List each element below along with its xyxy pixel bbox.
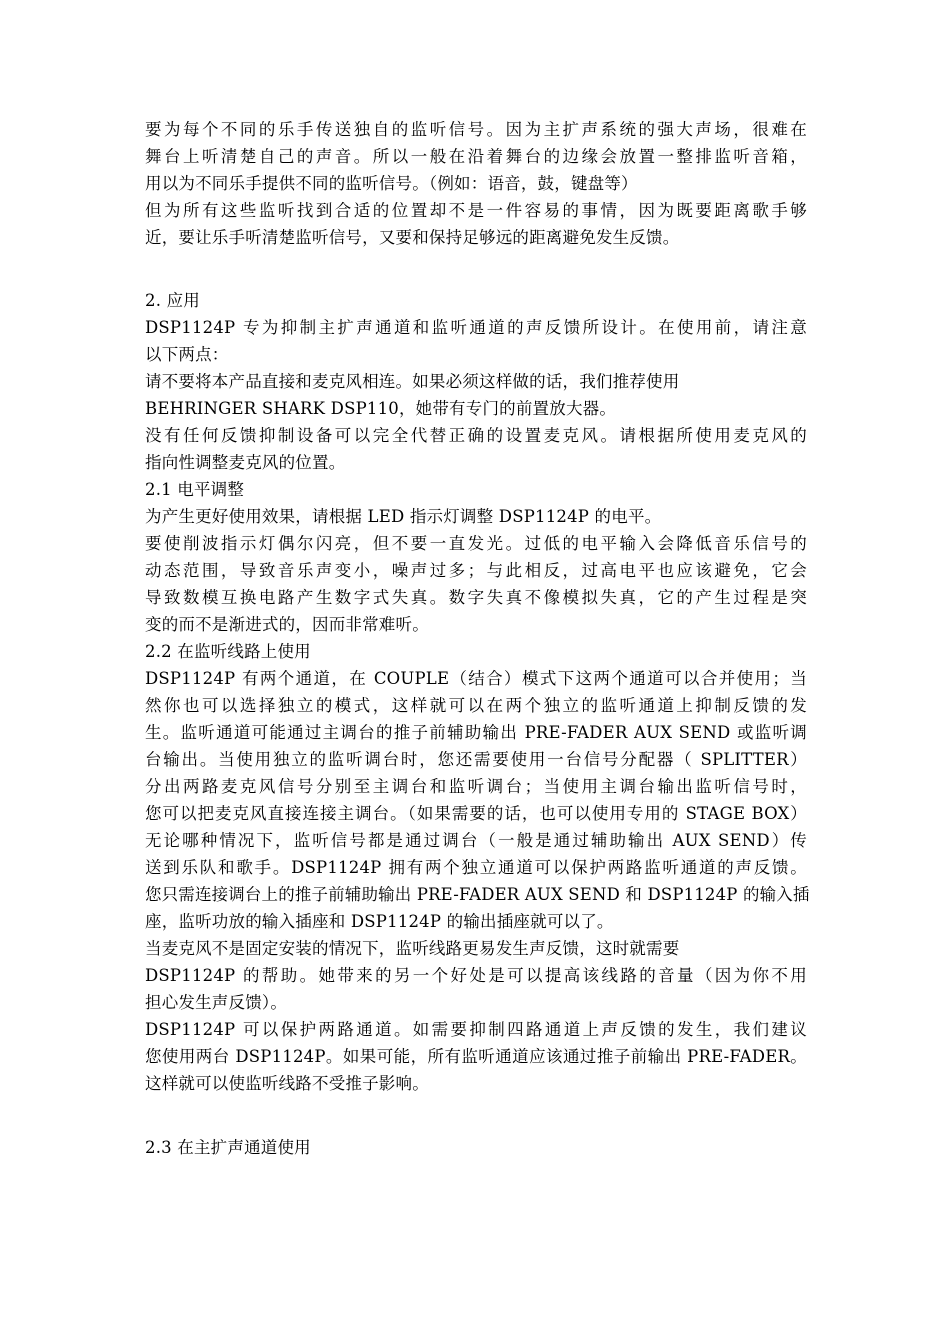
text-line: 您使用两台 DSP1124P。如果可能，所有监听通道应该通过推子前输出 PRE-FADER。 — [145, 1047, 807, 1066]
text-line: 用以为不同乐手提供不同的监听信号。（例如：语音，鼓，键盘等） — [145, 174, 638, 193]
text-line: 要使削波指示灯偶尔闪亮，但不要一直发光。过低的电平输入会降低音乐信号的 — [145, 534, 807, 553]
text-line: 动态范围，导致音乐声变小，噪声过多；与此相反，过高电平也应该避免，它会 — [145, 561, 807, 580]
section-heading: 2.2 在监听线路上使用 — [145, 642, 311, 661]
section-heading: 2.3 在主扩声通道使用 — [145, 1138, 311, 1157]
text-line: 座，监听功放的输入插座和 DSP1124P 的输出插座就可以了。 — [145, 912, 614, 931]
text-line: 当麦克风不是固定安装的情况下，监听线路更易发生声反馈，这时就需要 — [145, 939, 680, 958]
text-line: 要为每个不同的乐手传送独自的监听信号。因为主扩声系统的强大声场，很难在 — [145, 120, 807, 139]
text-line: DSP1124P 可以保护两路通道。如需要抑制四路通道上声反馈的发生，我们建议 — [145, 1020, 807, 1039]
section-heading: 2.1 电平调整 — [145, 480, 245, 499]
text-line: 变的而不是渐进式的，因而非常难听。 — [145, 615, 429, 634]
section-heading: 2. 应用 — [145, 291, 200, 310]
text-line: DSP1124P 有两个通道，在 COUPLE（结合）模式下这两个通道可以合并使用；当 — [145, 669, 807, 688]
text-line: 分出两路麦克风信号分别至主调台和监听调台；当使用主调台输出监听信号时， — [145, 777, 807, 796]
text-line: 这样就可以使监听线路不受推子影响。 — [145, 1074, 429, 1093]
text-line: 舞台上听清楚自己的声音。所以一般在沿着舞台的边缘会放置一整排监听音箱， — [145, 147, 807, 166]
text-line: 以下两点： — [145, 345, 229, 364]
text-line: 生。监听通道可能通过主调台的推子前辅助输出 PRE-FADER AUX SEND 或监听调 — [145, 723, 807, 742]
text-line: 导致数模互换电路产生数字式失真。数字失真不像模拟失真，它的产生过程是突 — [145, 588, 807, 607]
text-line: DSP1124P 专为抑制主扩声通道和监听通道的声反馈所设计。在使用前，请注意 — [145, 318, 807, 337]
text-line: 没有任何反馈抑制设备可以完全代替正确的设置麦克风。请根据所使用麦克风的 — [145, 426, 807, 445]
text-line: 无论哪种情况下，监听信号都是通过调台（一般是通过辅助输出 AUX SEND）传 — [145, 831, 807, 850]
text-line: 送到乐队和歌手。DSP1124P 拥有两个独立通道可以保护两路监听通道的声反馈。 — [145, 858, 807, 877]
text-line: 担心发生声反馈）。 — [145, 993, 288, 1012]
text-line: 近，要让乐手听清楚监听信号，又要和保持足够远的距离避免发生反馈。 — [145, 228, 680, 247]
text-line: 然你也可以选择独立的模式，这样就可以在两个独立的监听通道上抑制反馈的发 — [145, 696, 807, 715]
text-line: 指向性调整麦克风的位置。 — [145, 453, 346, 472]
text-line: 为产生更好使用效果，请根据 LED 指示灯调整 DSP1124P 的电平。 — [145, 507, 662, 526]
text-line: 但为所有这些监听找到合适的位置却不是一件容易的事情，因为既要距离歌手够 — [145, 201, 807, 220]
text-line: BEHRINGER SHARK DSP110，她带有专门的前置放大器。 — [145, 399, 617, 418]
text-line: 请不要将本产品直接和麦克风相连。如果必须这样做的话，我们推荐使用 — [145, 372, 680, 391]
text-line: 台输出。当使用独立的监听调台时，您还需要使用一台信号分配器（ SPLITTER） — [145, 750, 807, 769]
text-line: 您可以把麦克风直接连接主调台。（如果需要的话，也可以使用专用的 STAGE BOX） — [145, 804, 807, 823]
text-line: 您只需连接调台上的推子前辅助输出 PRE-FADER AUX SEND 和 DSP1124P 的输入插 — [145, 885, 810, 904]
text-line: DSP1124P 的帮助。她带来的另一个好处是可以提高该线路的音量（因为你不用 — [145, 966, 807, 985]
